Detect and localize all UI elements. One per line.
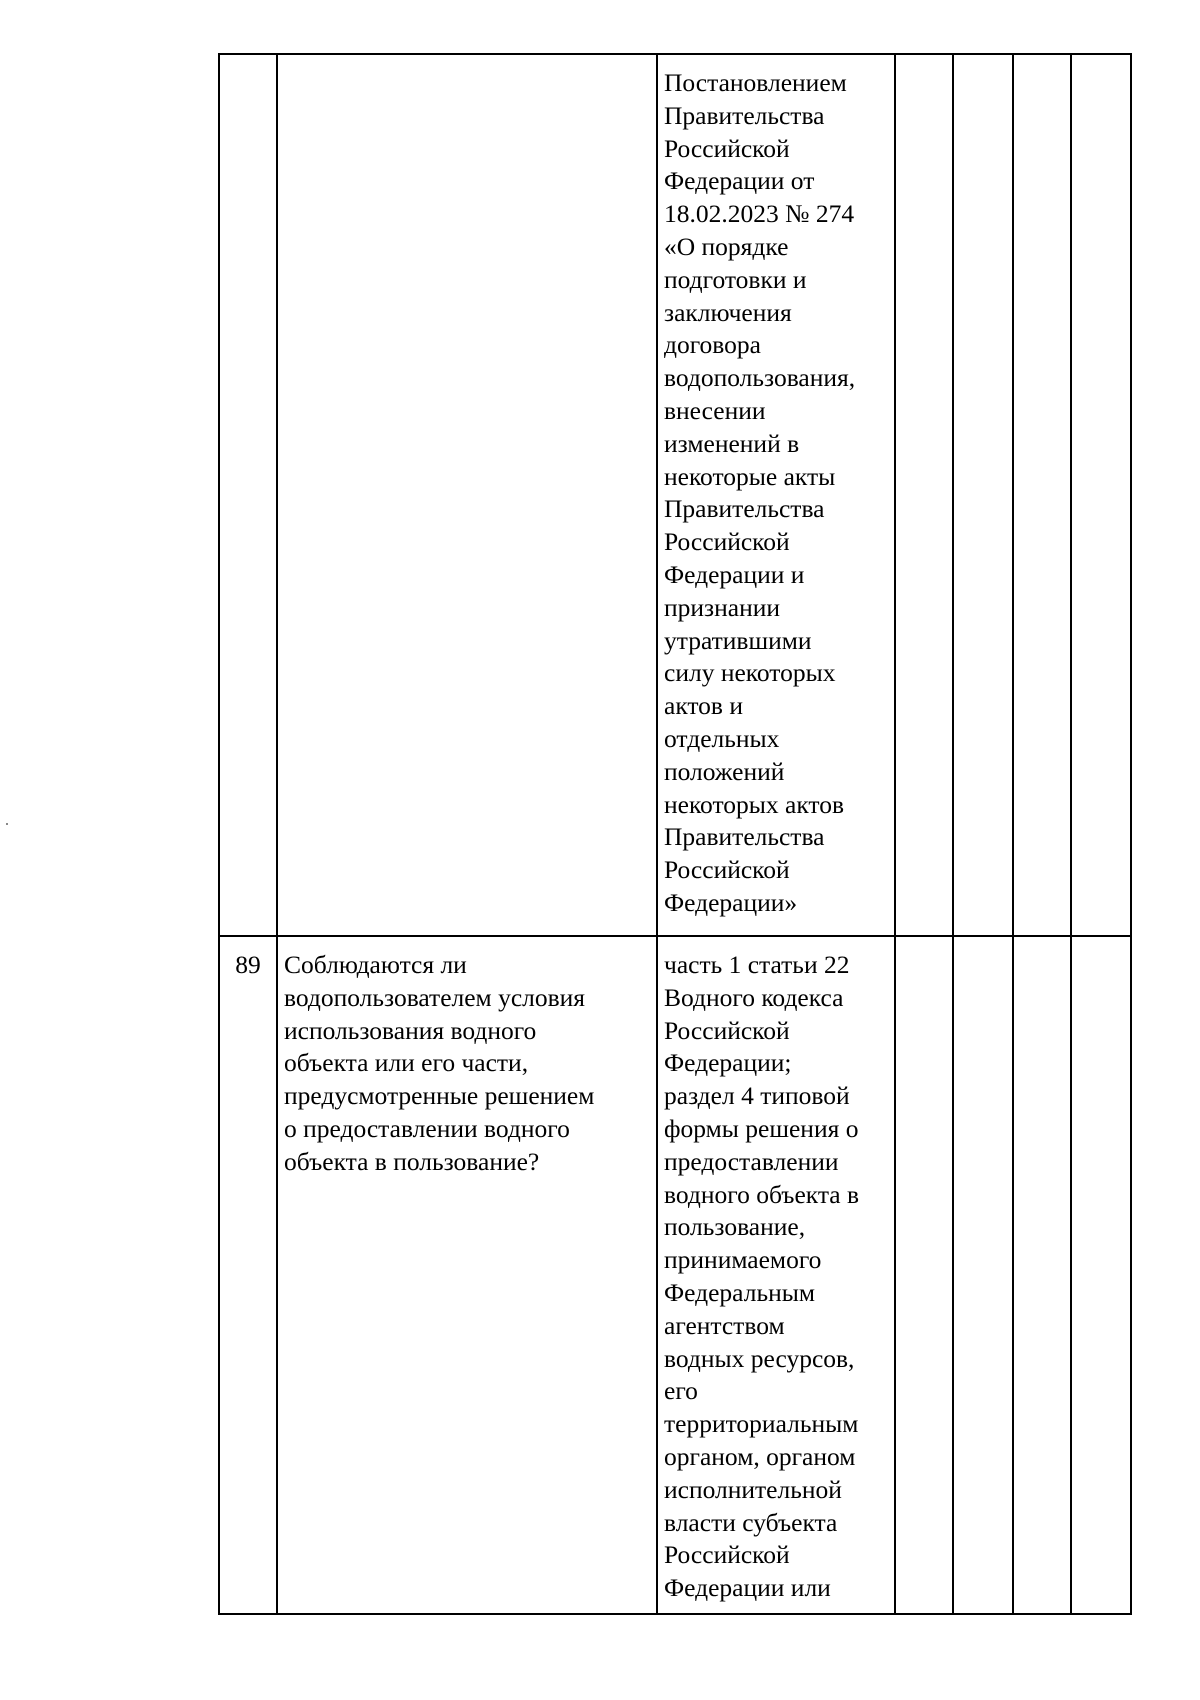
text-line: положений (664, 756, 785, 786)
text-line: изменений в (664, 428, 800, 458)
checklist-table (218, 53, 1132, 1615)
text-line: водного объекта в (664, 1179, 860, 1209)
legal-reference-text (664, 949, 888, 1605)
answer-yes-cell (895, 54, 953, 936)
text-line: 18.02.2023 № 274 (664, 199, 855, 229)
text-line: власти субъекта (664, 1507, 838, 1537)
text-line: Постановлением (664, 68, 847, 97)
text-line: некоторые акты (664, 461, 836, 491)
table-row (219, 936, 1131, 1614)
legal-reference-text (664, 67, 888, 920)
text-line: о предоставлении водного (284, 1113, 570, 1143)
text-line: исполнительной (664, 1474, 842, 1504)
text-line: Федерации или (664, 1573, 831, 1603)
text-line: органом, органом (664, 1441, 856, 1471)
legal-reference-cell (657, 936, 895, 1614)
text-line: водных ресурсов, (664, 1343, 855, 1373)
text-line: Правительства (664, 494, 825, 524)
answer-not-applicable-cell (1013, 936, 1071, 1614)
text-line: Федерации и (664, 559, 805, 589)
text-line: подготовки и (664, 264, 807, 294)
text-line: Российской (664, 133, 790, 163)
text-line: Российской (664, 1540, 790, 1570)
text-line: пользование, (664, 1212, 806, 1242)
text-line: предоставлении (664, 1146, 839, 1176)
text-line: силу некоторых (664, 658, 836, 688)
text-line: Российской (664, 527, 790, 557)
question-cell (277, 54, 657, 936)
table-row (219, 54, 1131, 936)
text-line: Российской (664, 1015, 790, 1045)
text-line: использования водного (284, 1015, 537, 1045)
row-number-cell (219, 54, 277, 936)
text-line: Правительства (664, 822, 825, 852)
row-number-cell: 89 (219, 936, 277, 1614)
text-line: территориальным (664, 1409, 859, 1439)
scan-speck (6, 823, 8, 825)
question-text (284, 949, 650, 1179)
answer-no-cell (953, 936, 1013, 1614)
text-line: отдельных (664, 723, 780, 753)
text-line: агентством (664, 1310, 785, 1340)
text-line: Федерации; (664, 1048, 792, 1078)
answer-yes-cell (895, 936, 953, 1614)
text-line: Правительства (664, 100, 825, 130)
question-cell (277, 936, 657, 1614)
text-line: «О порядке (664, 231, 789, 261)
text-line: Федерации» (664, 887, 798, 917)
text-line: заключения (664, 297, 792, 327)
text-line: формы решения о (664, 1113, 859, 1143)
answer-no-cell (953, 54, 1013, 936)
text-line: водопользования, (664, 363, 856, 393)
text-line: объекта или его части, (284, 1048, 529, 1078)
text-line: утратившими (664, 625, 812, 655)
text-line: водопользователем условия (284, 982, 586, 1012)
text-line: объекта в пользование? (284, 1146, 540, 1176)
answer-not-applicable-cell (1013, 54, 1071, 936)
text-line: некоторых актов (664, 789, 845, 819)
notes-cell (1071, 936, 1131, 1614)
text-line: раздел 4 типовой (664, 1081, 850, 1111)
text-line: Федерации от (664, 166, 815, 196)
text-line: внесении (664, 395, 766, 425)
text-line: Федеральным (664, 1277, 815, 1307)
legal-reference-cell (657, 54, 895, 936)
text-line: Водного кодекса (664, 982, 844, 1012)
notes-cell (1071, 54, 1131, 936)
text-line: договора (664, 330, 761, 360)
text-line: его (664, 1376, 698, 1406)
text-line: часть 1 статьи 22 (664, 950, 850, 979)
text-line: Российской (664, 855, 790, 885)
text-line: актов и (664, 691, 743, 721)
text-line: Соблюдаются ли (284, 950, 467, 979)
text-line: предусмотренные решением (284, 1081, 595, 1111)
text-line: принимаемого (664, 1245, 822, 1275)
text-line: признании (664, 592, 781, 622)
